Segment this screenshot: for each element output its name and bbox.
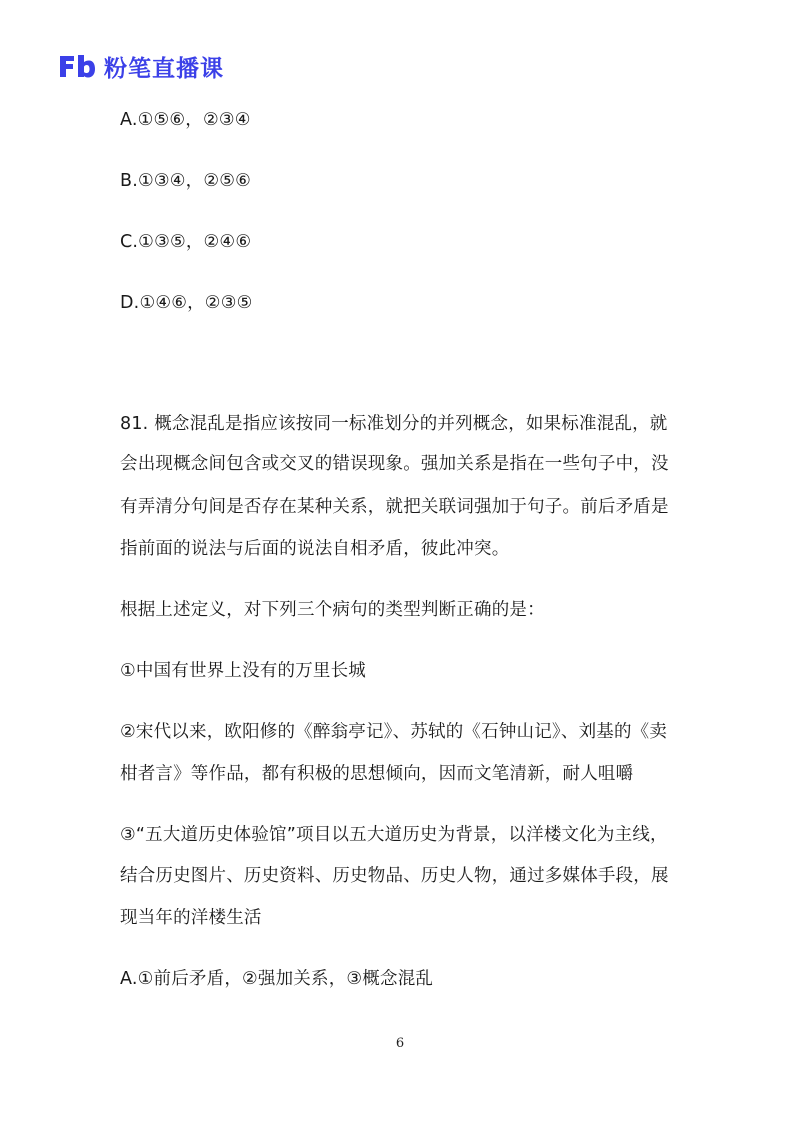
fb-logo-icon <box>58 53 96 79</box>
question-text-line: 有弄清分句间是否存在某种关系，就把关联词强加于句子。前后矛盾是 <box>120 497 669 517</box>
question-text-line: 会出现概念间包含或交叉的错误现象。强加关系是指在一些句子中，没 <box>120 454 669 474</box>
question-text-line: 81. 概念混乱是指应该按同一标准划分的并列概念，如果标准混乱，就 <box>120 414 668 434</box>
page-number: 6 <box>395 1036 405 1051</box>
option-a-prev: A.①⑤⑥，②③④ <box>120 110 251 130</box>
sentence-3-line: 结合历史图片、历史资料、历史物品、历史人物，通过多媒体手段，展 <box>120 866 669 886</box>
sentence-2-line: 柑者言》等作品，都有积极的思想倾向，因而文笔清新，耐人咀嚼 <box>120 764 634 784</box>
option-a: A.①前后矛盾，②强加关系，③概念混乱 <box>120 969 434 989</box>
brand-text: 粉笔直播课 <box>104 55 224 82</box>
sentence-2-line: ②宋代以来，欧阳修的《醉翁亭记》、苏轼的《石钟山记》、刘基的《卖 <box>120 722 668 742</box>
sentence-1: ①中国有世界上没有的万里长城 <box>120 661 366 681</box>
option-c-prev: C.①③⑤，②④⑥ <box>120 232 252 252</box>
sentence-3-line: ③“五大道历史体验馆”项目以五大道历史为背景，以洋楼文化为主线， <box>120 825 668 845</box>
sentence-3-line: 现当年的洋楼生活 <box>120 908 262 928</box>
question-text-line: 指前面的说法与后面的说法自相矛盾，彼此冲突。 <box>120 539 510 559</box>
option-b-prev: B.①③④，②⑤⑥ <box>120 171 251 191</box>
brand-logo <box>58 50 224 82</box>
question-prompt: 根据上述定义，对下列三个病句的类型判断正确的是： <box>120 600 545 620</box>
option-d-prev: D.①④⑥，②③⑤ <box>120 293 253 313</box>
